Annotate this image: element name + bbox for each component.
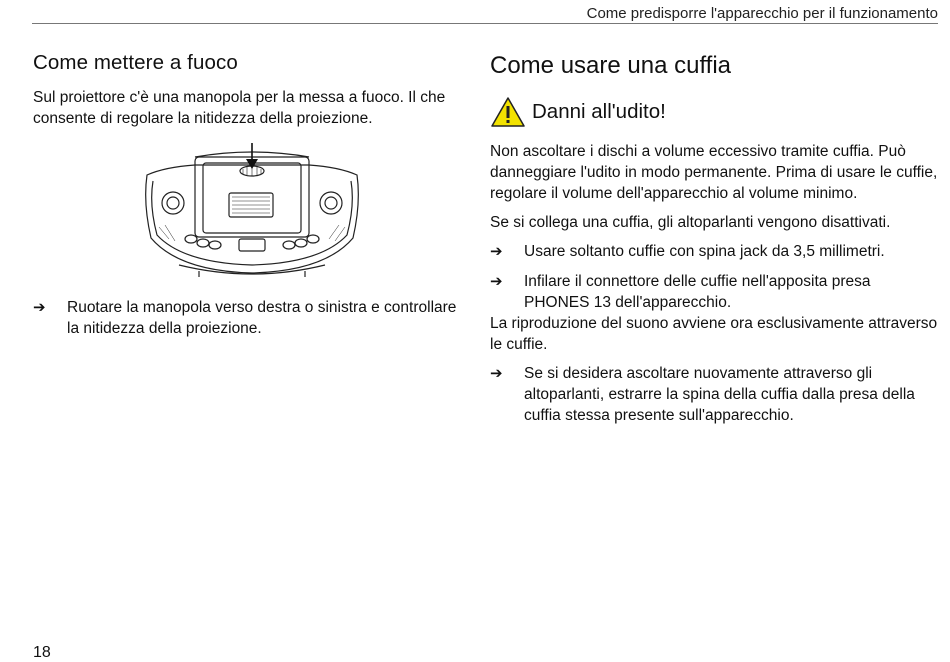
focus-bullet bbox=[33, 297, 458, 339]
headphones-bullet-2-text: Infilare il connettore delle cuffie nell'apposita presa PHONES 13 dell'apparecchio. bbox=[524, 273, 871, 311]
arrow-right-icon: ➔ bbox=[490, 273, 503, 290]
headphones-bullet-1-text: Usare soltanto cuffie con spina jack da 3,5 millimetri. bbox=[524, 243, 885, 260]
warning-block bbox=[490, 96, 938, 128]
headphones-heading: Come usare una cuffia bbox=[490, 52, 732, 79]
header-title: Come predisporre l'apparecchio per il funzionamento bbox=[586, 5, 938, 22]
focus-heading: Come mettere a fuoco bbox=[33, 51, 238, 74]
headphones-only-text: La riproduzione del suono avviene ora esclusivamente attraverso le cuffie. bbox=[490, 315, 938, 353]
warning-title: Danni all'udito! bbox=[532, 100, 666, 123]
warning-text: Non ascoltare i dischi a volume eccessivo tramite cuffia. Può danneggiare l'udito in modo permanente. Prima di usare le cuffie, regolare il volume dell'apparecchio al volume minimo. bbox=[490, 143, 938, 202]
headphones-bullet-3 bbox=[490, 363, 938, 426]
projector-clock-radio-illustration bbox=[139, 143, 365, 283]
headphones-bullet-3-text: Se si desidera ascoltare nuovamente attraverso gli altoparlanti, estrarre la spina della cuffia dalla presa della cuffia stessa presente sull'apparecchio. bbox=[524, 365, 915, 424]
speakers-disabled-text: Se si collega una cuffia, gli altoparlanti vengono disattivati. bbox=[490, 214, 891, 231]
headphones-bullet-2 bbox=[490, 271, 938, 313]
focus-bullet-text: Ruotare la manopola verso destra o sinistra e controllare la nitidezza della proiezione. bbox=[67, 299, 457, 337]
page-number: 18 bbox=[33, 644, 51, 661]
header-rule bbox=[32, 23, 938, 24]
focus-intro: Sul proiettore c'è una manopola per la messa a fuoco. Il che consente di regolare la nitidezza della proiezione. bbox=[33, 89, 446, 127]
arrow-right-icon: ➔ bbox=[490, 365, 503, 382]
left-column bbox=[33, 51, 458, 339]
headphones-bullet-1 bbox=[490, 241, 938, 262]
warning-triangle-icon bbox=[490, 96, 526, 128]
arrow-right-icon: ➔ bbox=[490, 243, 503, 260]
arrow-right-icon: ➔ bbox=[33, 299, 46, 316]
right-column bbox=[490, 52, 938, 426]
